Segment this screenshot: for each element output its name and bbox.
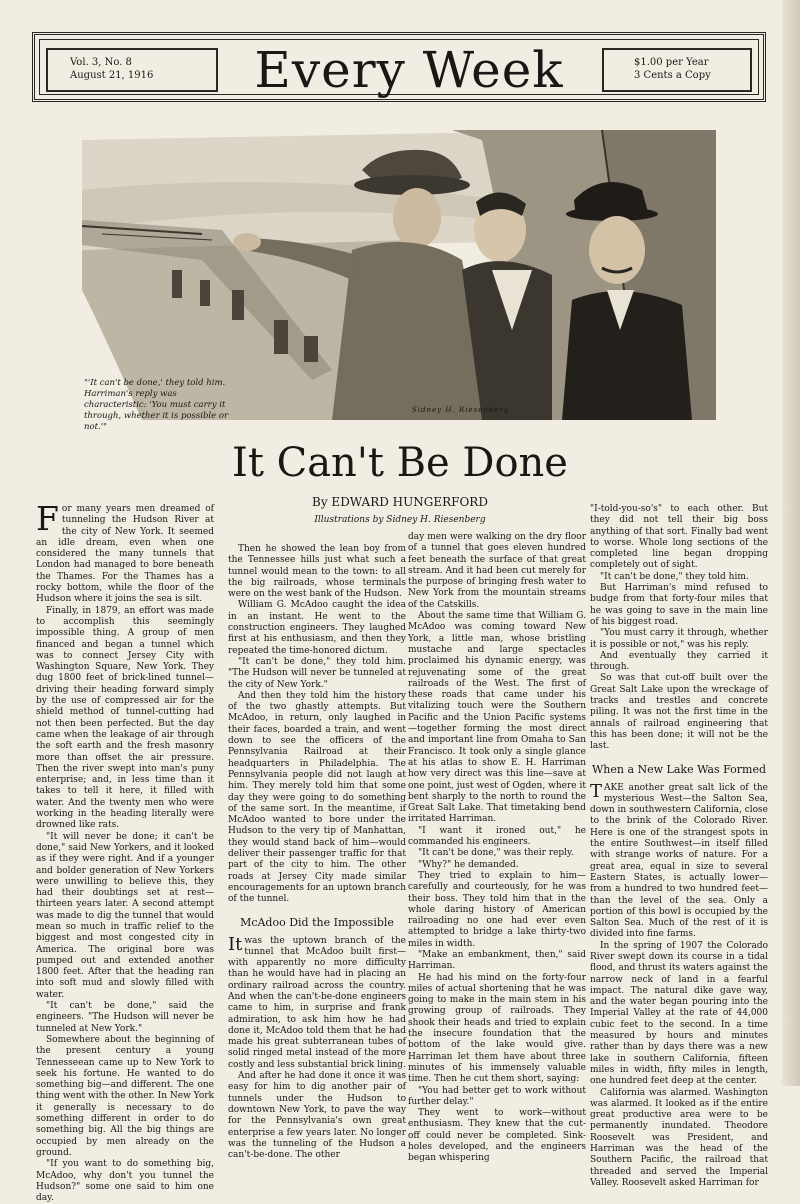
paragraph: Then he showed the lean boy from the Tennessee hills just what such a tunnel would mean to the town: to all the big railroads, whose terminals were on the west bank of the Hudson. — [228, 544, 406, 600]
paragraph: "It will never be done; it can't be done," said New Yorkers, and it looked as if they were right. And if a younger and bolder generation of New Yorkers were unwilling to believe this, they had their doubtings set at rest—thirteen years later. A second attempt was made to dig the tunnel that would mean so much in traffic relief to the biggest and most congested city in America. The original bore was pumped out and extended another 1800 feet. After that the heading ran into soft mud and slowly filled with water. — [36, 831, 214, 1000]
paragraph: He had his mind on the forty-four miles of actual shortening that he was going to make in the main stem in his growing group of railroads. They shook their heads and tried to explain the insecure foundation that the bottom of the lake would give. Harriman let them have about three minutes of his immensely valuable time. Then he cut them short, saying: — [408, 972, 586, 1085]
article-byline: By EDWARD HUNGERFORD — [312, 495, 488, 509]
masthead — [32, 32, 766, 102]
price-box — [602, 48, 752, 92]
text-column-2 — [228, 544, 406, 1161]
volume-number: Vol. 3, No. 8 — [70, 57, 132, 68]
paragraph: But Harriman's mind refused to budge from that forty-four miles that he was going to save in the main line of his biggest road. — [590, 583, 768, 627]
text-column-3 — [408, 532, 586, 1164]
issue-info-box — [46, 48, 218, 92]
paragraph: "It can't be done," they told him. "The Hudson will never be tunneled at the city of New York." — [228, 656, 406, 690]
magazine-title: Every Week — [254, 41, 564, 99]
paragraph: "Make an embankment, then," said Harriman. — [408, 949, 586, 972]
paragraph: "Why?" he demanded. — [418, 859, 519, 870]
paragraph: And then they told him the history of the two ghastly attempts. But McAdoo, in return, only laughed in their faces, boarded a train, and went down to see the officers of the Pennsylvania Railroad at their headquarters in Philadelphia. The Pennsylvania people did not laugh at him. They merely told him that some day they were going to do something of the same sort. In the meantime, if McAdoo wanted to bore under the Hudson to the very tip of Manhattan, they would stand back of him—would deliver their passenger traffic for that part of the city to him. The other roads at Jersey City made similar encouragements for an uptown branch of the tunnel. — [228, 690, 406, 905]
page-edge-shadow — [782, 0, 800, 1086]
text-column-1 — [36, 499, 214, 1204]
paragraph: So was that cut-off built over the Great Salt Lake upon the wreckage of tracks and trestles and concrete piling. It was not the first time in the annals of railroad engineering that this has been done; it will not be the last. — [590, 673, 768, 752]
story-illustration — [82, 130, 716, 420]
paragraph: It was the uptown branch of the tunnel that McAdoo built first—with apparently no more difficulty than he would have had in placing an ordinary railroad across the country. And when the can't-be-done engineers came to him, in surprise and frank admiration, to ask him how he had done it, McAdoo told them that he had made his great subterranean tubes of solid ringed metal instead of the more costly and less substantial brick lining. — [228, 933, 406, 1070]
text-column-4 — [590, 504, 768, 1188]
paragraph: They went to work—without enthusiasm. They knew that the cut-off could never be completed. Sink-holes developed, and the engineers began whispering — [408, 1108, 586, 1164]
paragraph: "You had better get to work without further delay." — [408, 1085, 586, 1107]
section-heading: When a New Lake Was Formed — [591, 762, 767, 776]
article-title: It Can't Be Done — [232, 440, 568, 486]
paragraph: Finally, in 1879, an effort was made to accomplish this seemingly impossible thing. A group of men financed and began a tunnel which was to connect Jersey City with Washington Square, New York. They dug 1800 feet of brick-lined tunnel—driving their heading forward simply by the use of compressed air for the shield method of tunnel-cutting had not then been perfected. But the day came when the leakage of air through the soft earth and the fresh masonry more than offset the air pressure. Then the river swept into man's puny enterprise; and, in less time than it takes to tell it here, it filled with water. And the twenty men who were working in the heading literally were drowned like rats. — [36, 605, 214, 831]
paragraph: "I-told-you-so's" to each other. But they did not tell their big boss anything of that sort. Finally bad went to worse. Whole long sections of the completed line began dropping completely out of sight. — [590, 504, 768, 571]
paragraph: "I want it ironed out," he commanded his engineers. — [408, 825, 586, 848]
paragraph: In the spring of 1907 the Colorado River swept down its course in a tidal flood, and thrust its waters against the narrow neck of land in a fearful impact. The natural dike gave way, and the water began pouring into the Imperial Valley at the rate of 44,000 cubic feet to the second. In a time measured by hours and minutes rather than by days there was a new lake in southern California, fifteen miles in width, fifty miles in length, one hundred feet deep at the center. — [590, 940, 768, 1087]
paragraph: "It can't be done," said the engineers. "The Hudson will never be tunneled at New York." — [36, 1001, 214, 1034]
paragraph: And after he had done it once it was easy for him to dig another pair of tunnels under the Hudson to downtown New York, to pave the way for the Pennsylvania's own great enterprise a few years later. No longer was the tunneling of the Hudson a can't-be-done. The other — [228, 1071, 406, 1161]
paragraph: California was alarmed. Washington was alarmed. It looked as if the entire great productive area were to be permanently inundated. Theodore Roosevelt was President, and Harriman was the head of the Southern Pacific, the railroad that threaded and served the Imperial Valley. Roosevelt asked Harriman for — [590, 1087, 768, 1188]
issue-date: August 21, 1916 — [70, 70, 154, 81]
paragraph: day men were walking on the dry floor of a tunnel that goes eleven hundred feet beneath the surface of that great stream. And it had been cut merely for the purpose of bringing fresh water to New York from the mountain streams of the Catskills. — [408, 532, 586, 610]
paragraph: TAKE another great salt lick of the mysterious West—the Salton Sea, down in southwestern California, close to the brink of the Colorado River. Here is one of the strangest spots in the entire Southwest—in itself filled with strange works of nature. For a great area, equal in size to several Eastern States, is actually lower—from a hundred to two hundred feet—than the level of the sea. Only a portion of this bowl is occupied by the Salton Sea. Much of the rest of it is divided into fine farms. — [590, 780, 768, 940]
paragraph: "It can't be done," was their reply. — [418, 848, 574, 859]
artist-signature: Sidney H. Riesenberg — [412, 406, 510, 414]
paragraph: "You must carry it through, whether it is possible or not," was his reply. — [590, 628, 768, 650]
illustration-caption: "'It can't be done,' they told him. Harriman's reply was characteristic: 'You must carry it through, whether it is possible or not.'" — [84, 378, 229, 432]
price-per-year: $1.00 per Year — [634, 57, 709, 68]
paragraph: William G. McAdoo caught the idea in an instant. He went to the construction engineers. They laughed first at his enthusiasm, and then they repeated the time-honored dictum. — [228, 600, 406, 656]
paragraph: About the same time that William G. McAdoo was coming toward New York, a little man, whose bristling mustache and large spectacles proclaimed his dynamic energy, was rejuvenating some of the great railroads of the West. The first of these roads that came under his vitalizing touch were the Southern Pacific and the Union Pacific systems—together forming the most direct and important line from Omaha to San Francisco. It took only a single glance at his atlas to show E. H. Harriman how very direct was this line—save at one point, just west of Ogden, where it bent sharply to the north to round the Great Salt Lake. That timetaking bend irritated Harriman. — [408, 611, 586, 825]
paragraph: They tried to explain to him—carefully and courteously, for he was their boss. They told him that in the whole daring history of American railroading no one had ever even attempted to bridge a lake thirty-two miles in width. — [408, 870, 586, 949]
drop-cap: T — [590, 780, 603, 802]
drop-cap: F — [36, 499, 59, 538]
section-heading: McAdoo Did the Impossible — [240, 915, 394, 929]
illustrations-credit: Illustrations by Sidney H. Riesenberg — [314, 515, 486, 525]
paragraph: And eventually they carried it through. — [590, 650, 768, 673]
paragraph: "If you want to do something big, McAdoo, why don't you tunnel the Hudson?" some one said to him one day. — [36, 1159, 214, 1204]
paragraph: Somewhere about the beginning of the present century a young Tennesseean came up to New York to seek his fortune. He wanted to do something big—and different. The one thing went with the other. In New York it generally is necessary to do something different in order to do something big. All the big things are occupied by men already on the ground. — [36, 1034, 214, 1158]
masthead-frame — [39, 39, 759, 99]
paragraph: For many years men dreamed of tunneling the Hudson River at the city of New York. It seemed an idle dream, even when one considered the many tunnels that London had managed to bore beneath the Thames. For the Thames has a rocky bottom, while the floor of the Hudson where it joins the sea is silt. — [36, 499, 214, 605]
paragraph: "It can't be done," they told him. — [600, 571, 749, 582]
drop-cap: It — [228, 933, 243, 955]
price-per-copy: 3 Cents a Copy — [634, 70, 711, 81]
